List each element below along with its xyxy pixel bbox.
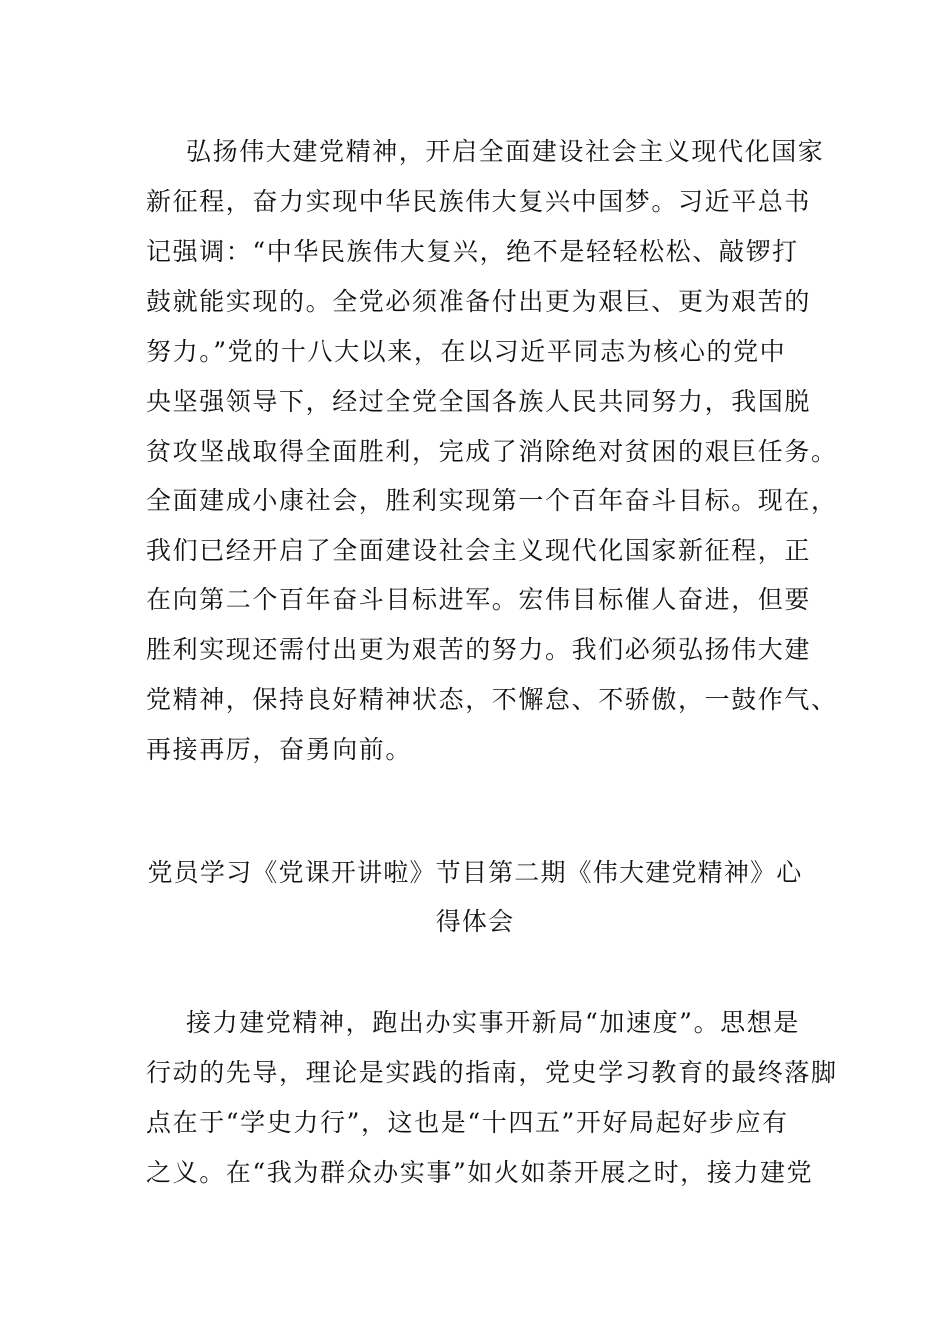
paragraph1-line-7: 贫攻坚战取得全面胜利，完成了消除绝对贫困的艰巨任务。 — [146, 437, 838, 466]
paragraph1-line-2: 新征程，奋力实现中华民族伟大复兴中国梦。习近平总书 — [146, 187, 812, 216]
paragraph1-line-9: 我们已经开启了全面建设社会主义现代化国家新征程，正 — [146, 536, 812, 565]
paragraph2-line-4: 之义。在“我为群众办实事”如火如荼开展之时，接力建党 — [146, 1158, 814, 1187]
paragraph1-line-12: 党精神，保持良好精神状态，不懈怠、不骄傲，一鼓作气、 — [146, 685, 838, 714]
paragraph2-line-2: 行动的先导，理论是实践的指南，党史学习教育的最终落脚 — [146, 1058, 838, 1087]
section-heading-line-2: 得体会 — [435, 907, 515, 936]
paragraph1-line-5: 努力。”党的十八大以来，在以习近平同志为核心的党中 — [146, 337, 787, 366]
section-heading-line-1: 党员学习《党课开讲啦》节目第二期《伟大建党精神》心 — [147, 858, 803, 887]
paragraph2-line-3: 点在于“学史力行”，这也是“十四五”开好局起好步应有 — [146, 1108, 789, 1137]
paragraph1-line-10: 在向第二个百年奋斗目标进军。宏伟目标催人奋进，但要 — [146, 585, 812, 614]
paragraph1-line-3: 记强调：“中华民族伟大复兴，绝不是轻轻松松、敲锣打 — [146, 237, 799, 266]
paragraph1-line-11: 胜利实现还需付出更为艰苦的努力。我们必须弘扬伟大建 — [146, 635, 812, 664]
paragraph1-line-13: 再接再厉，奋勇向前。 — [146, 735, 413, 764]
paragraph1-line-8: 全面建成小康社会，胜利实现第一个百年奋斗目标。现在， — [146, 486, 838, 515]
paragraph1-line-6: 央坚强领导下，经过全党全国各族人民共同努力，我国脱 — [146, 387, 812, 416]
paragraph2-line-1: 接力建党精神，跑出办实事开新局“加速度”。思想是 — [186, 1008, 800, 1037]
paragraph1-line-1: 弘扬伟大建党精神，开启全面建设社会主义现代化国家 — [186, 137, 825, 166]
paragraph1-line-4: 鼓就能实现的。全党必须准备付出更为艰巨、更为艰苦的 — [146, 287, 812, 316]
